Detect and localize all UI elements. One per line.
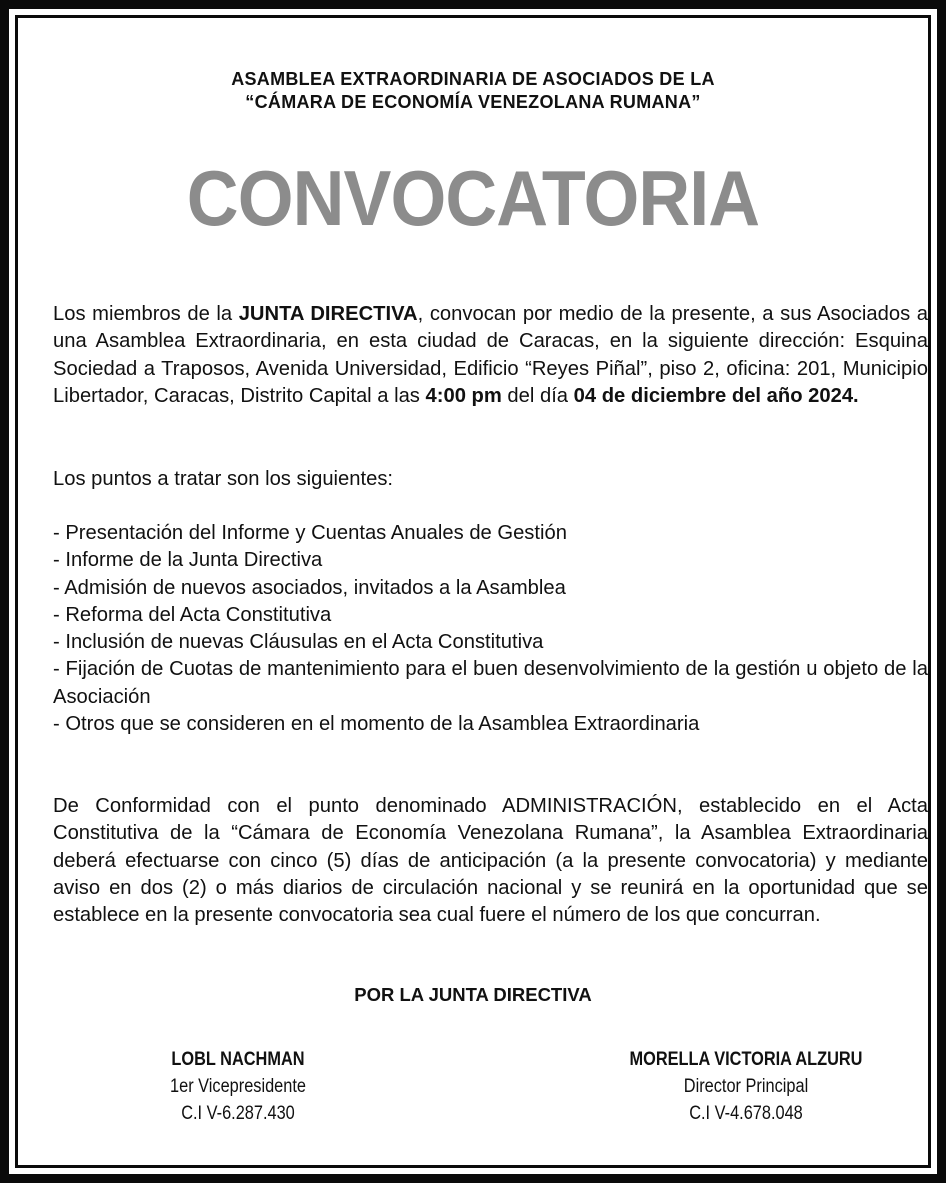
list-item: - Presentación del Informe y Cuentas Anuales de Gestión [53,522,567,544]
points-list [53,520,928,738]
signature-block-right [613,1046,880,1127]
signatory-id: C.I V-4.678.048 [689,1103,803,1124]
list-item: - Otros que se consideren en el momento de la Asamblea Extraordinaria [53,713,700,736]
signatory-role: Director Principal [683,1076,809,1097]
conformity-paragraph: De Conformidad con el punto denominado ADMINISTRACIÓN, establecido en el Acta Constitutiva de la “Cámara de Economía Venezolana Rumana”, la Asamblea Extraordinaria deberá efectuarse con cinco (5) días de anticipación (a la presente convocatoria) y mediante aviso en dos (2) o más diarios de circulación nacional y se reunirá en la oportunidad que se establece en la presente convocatoria sea cual fuere el número de los que concurran. [53,795,928,927]
notice-title: CONVOCATORIA [186,154,760,242]
signature-block-left [143,1046,332,1127]
header-line-1: ASAMBLEA EXTRAORDINARIA DE ASOCIADOS DE LA [231,69,715,89]
intro-text-1: Los miembros de la [53,303,239,325]
intro-bold-board: JUNTA DIRECTIVA [238,303,418,325]
list-item: - Reforma del Acta Constitutiva [53,603,332,626]
list-item: - Inclusión de nuevas Cláusulas en el Acta Constitutiva [53,631,544,654]
intro-bold-date: 04 de diciembre del año 2024. [573,384,859,407]
signatory-name: MORELLA VICTORIA ALZURU [629,1049,863,1070]
points-intro: Los puntos a tratar son los siguientes: [53,468,394,490]
notice-inner-border [15,15,931,1168]
intro-paragraph [53,301,928,410]
header-line-2: “CÁMARA DE ECONOMÍA VENEZOLANA RUMANA” [245,92,701,112]
list-item: - Admisión de nuevos asociados, invitados a la Asamblea [53,576,566,599]
signatory-id: C.I V-6.287.430 [181,1103,295,1124]
intro-text-2: , convocan por medio de la presente, a sus Asociados a una Asamblea Extraordinaria, en esta ciudad de Caracas, en la siguiente dirección: Esquina Sociedad a Traposos, Avenida Universidad, Edificio “Reyes Piñal”, piso 2, oficina: 201, Municipio Libertador, Caracas, Distrito Capital a las [53,303,928,407]
signatory-name: LOBL NACHMAN [171,1049,305,1070]
notice-header [18,68,928,114]
list-item: - Fijación de Cuotas de mantenimiento para el buen desenvolvimiento de la gestión u objeto de la Asociación [53,658,928,708]
by-board-heading: POR LA JUNTA DIRECTIVA [354,984,592,1005]
list-item: - Informe de la Junta Directiva [53,549,323,572]
intro-text-3: del día [501,384,574,407]
signatory-role: 1er Vicepresidente [170,1076,306,1097]
intro-bold-time: 4:00 pm [425,384,502,407]
